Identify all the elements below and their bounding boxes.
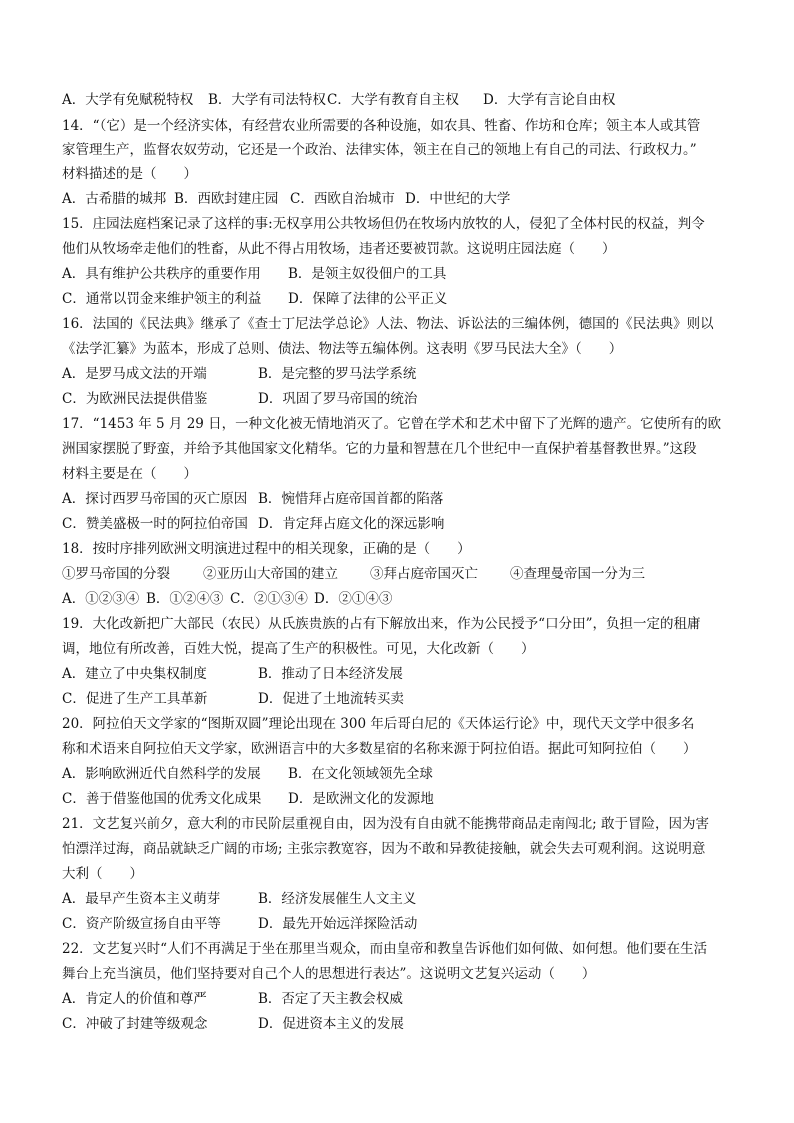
- q18-options: [62, 589, 754, 609]
- q15-option-d: D．保障了法律的公平正义: [288, 291, 448, 307]
- q20-option-c: C．善于借鉴他国的优秀文化成果: [62, 791, 262, 807]
- q18-items: [62, 564, 754, 584]
- q18-item-1: ①罗马帝国的分裂: [62, 566, 170, 582]
- q21-options-row-2: [62, 914, 754, 934]
- q18-option-d: D．②①④③: [314, 591, 393, 607]
- q13-option-d: D．大学有言论自由权: [483, 92, 616, 108]
- q20-option-b: B．在文化领域领先全球: [288, 766, 433, 782]
- q22-options-row-1: [62, 989, 754, 1009]
- q17-stem-line-3: 材料主要是在（ ）: [62, 466, 197, 482]
- q19-stem-line-1: 19．大化改新把广大部民（农民）从氏族贵族的占有下解放出来，作为公民授予“口分田”，负担一定的租庸: [62, 616, 701, 632]
- q20-options-row-1: [62, 764, 754, 784]
- q22-options-row-2: [62, 1014, 754, 1034]
- q22-option-b: B．否定了天主教会权威: [258, 991, 403, 1007]
- q21-option-c: C．资产阶级宣扬自由平等: [62, 916, 221, 932]
- q16-stem-line-1: 16．法国的《民法典》继承了《查士丁尼法学总论》人法、物法、诉讼法的三编体例，德国的《民法典》则以: [62, 316, 714, 332]
- q17-option-a: A．探讨西罗马帝国的灭亡原因: [62, 491, 248, 507]
- q16-options-row-1: [62, 364, 754, 384]
- q14-option-c: C．西欧自治城市: [290, 191, 395, 207]
- q15-stem-line-2: 他们从牧场牵走他们的牲畜，从此不得占用牧场，违者还要被罚款。这说明庄园法庭（ ）: [62, 241, 616, 257]
- q20-option-a: A．影响欧洲近代自然科学的发展: [62, 766, 261, 782]
- q20-option-d: D．是欧洲文化的发源地: [288, 791, 434, 807]
- q15-options-row-2: [62, 289, 754, 309]
- q21-option-d: D．最先开始远洋探险活动: [258, 916, 418, 932]
- q18-stem-line-1: 18．按时序排列欧洲文明演进过程中的相关现象，正确的是（ ）: [62, 541, 471, 557]
- q22-stem-line-1: 22．文艺复兴时“人们不再满足于坐在那里当观众，而由皇帝和教皇告诉他们如何做、如何想。他们要在生活: [62, 941, 708, 957]
- q16-option-b: B．是完整的罗马法学系统: [258, 366, 417, 382]
- q16-stem-line-2: 《法学汇纂》为蓝本，形成了总则、债法、物法等五编体例。这表明《罗马民法大全》（ ）: [62, 341, 623, 357]
- q20-stem-line-2: 称和术语来自阿拉伯天文学家，欧洲语言中的大多数星宿的名称来源于阿拉伯语。据此可知阿拉伯（ ）: [62, 741, 697, 757]
- q18-item-2: ②亚历山大帝国的建立: [203, 566, 338, 582]
- q15-stem-line-1: 15．庄园法庭档案记录了这样的事:无权享用公共牧场但仍在牧场内放牧的人，侵犯了全体村民的权益，判令: [62, 216, 705, 232]
- q17-options-row-2: [62, 514, 754, 534]
- q19-option-a: A．建立了中央集权制度: [62, 666, 207, 682]
- q14-option-a: A．古希腊的城邦: [62, 191, 167, 207]
- q14-option-d: D．中世纪的大学: [405, 191, 511, 207]
- q16-option-a: A．是罗马成文法的开端: [62, 366, 207, 382]
- q14-option-b: B．西欧封建庄园: [174, 191, 279, 207]
- q17-options-row-1: [62, 489, 754, 509]
- q19-stem-line-2: 调，地位有所改善，百姓大悦，提高了生产的积极性。可见，大化改新（ ）: [62, 641, 535, 657]
- q14-stem-line-3: 材料描述的是（ ）: [62, 166, 197, 182]
- q21-stem-line-1: 21．文艺复兴前夕，意大利的市民阶层重视自由，因为没有自由就不能携带商品走南闯北; 敢于冒险，因为害: [62, 816, 710, 832]
- q14-stem-line-2: 家管理生产，监督农奴劳动，它还是一个政治、法律实体，领主在自己的领地上有自己的司法、行政权力。”: [62, 142, 697, 158]
- q17-option-b: B．惋惜拜占庭帝国首都的陷落: [258, 491, 444, 507]
- q15-option-a: A．具有维护公共秩序的重要作用: [62, 266, 261, 282]
- q19-option-c: C．促进了生产工具革新: [62, 691, 208, 707]
- q13-option-c: C．大学有教育自主权: [327, 92, 459, 108]
- q14-options: [62, 189, 754, 209]
- q18-option-c: C．②①③④: [230, 591, 308, 607]
- q22-option-c: C．冲破了封建等级观念: [62, 1016, 208, 1032]
- q16-option-c: C．为欧洲民法提供借鉴: [62, 391, 208, 407]
- q20-options-row-2: [62, 789, 754, 809]
- q19-options-row-2: [62, 689, 754, 709]
- q22-stem-line-2: 舞台上充当演员，他们坚持要对自己个人的思想进行表达”。这说明文艺复兴运动（ ）: [62, 966, 596, 982]
- q19-options-row-1: [62, 664, 754, 684]
- q21-options-row-1: [62, 889, 754, 909]
- q21-option-a: A．最早产生资本主义萌芽: [62, 891, 221, 907]
- q19-option-b: B．推动了日本经济发展: [258, 666, 403, 682]
- q17-stem-line-2: 洲国家摆脱了野蛮，并给予其他国家文化精华。它的力量和智慧在几个世纪中一直保护着基督教世界。”这段: [62, 441, 697, 457]
- q21-option-b: B．经济发展催生人文主义: [258, 891, 417, 907]
- q14-stem-line-1: 14．“（它）是一个经济实体，有经营农业所需要的各种设施，如农具、牲畜、作坊和仓库；领主本人或其管: [62, 118, 701, 134]
- q13-option-b: B．大学有司法特权: [208, 92, 326, 108]
- q17-stem-line-1: 17．“1453 年 5 月 29 日，一种文化被无情地消灭了。它曾在学术和艺术中留下了光辉的遗产。它使所有的欧: [62, 416, 722, 432]
- q13-options: [62, 90, 754, 110]
- q16-options-row-2: [62, 389, 754, 409]
- q18-item-4: ④查理曼帝国一分为三: [510, 566, 645, 582]
- q13-option-a: A．大学有免赋税特权: [62, 92, 194, 108]
- q21-stem-line-3: 大利（ ）: [62, 866, 143, 882]
- q15-option-c: C．通常以罚金来维护领主的利益: [62, 291, 262, 307]
- q15-option-b: B．是领主奴役佃户的工具: [288, 266, 447, 282]
- q17-option-d: D．肯定拜占庭文化的深远影响: [258, 516, 445, 532]
- q18-item-3: ③拜占庭帝国灭亡: [370, 566, 478, 582]
- q22-option-a: A．肯定人的价值和尊严: [62, 991, 207, 1007]
- q16-option-d: D．巩固了罗马帝国的统治: [258, 391, 418, 407]
- q17-option-c: C．赞美盛极一时的阿拉伯帝国: [62, 516, 248, 532]
- q18-option-a: A．①②③④: [62, 591, 140, 607]
- q22-option-d: D．促进资本主义的发展: [258, 1016, 404, 1032]
- q21-stem-line-2: 怕漂洋过海，商品就缺乏广阔的市场; 主张宗教宽容，因为不敢和异教徒接触，就会失去可观利润。这说明意: [62, 841, 706, 857]
- q15-options-row-1: [62, 264, 754, 284]
- q20-stem-line-1: 20．阿拉伯天文学家的“图斯双圆”理论出现在 300 年后哥白尼的《天体运行论》中，现代天文学中很多名: [62, 716, 695, 732]
- q19-option-d: D．促进了土地流转买卖: [258, 691, 404, 707]
- q18-option-b: B．①②④③: [146, 591, 224, 607]
